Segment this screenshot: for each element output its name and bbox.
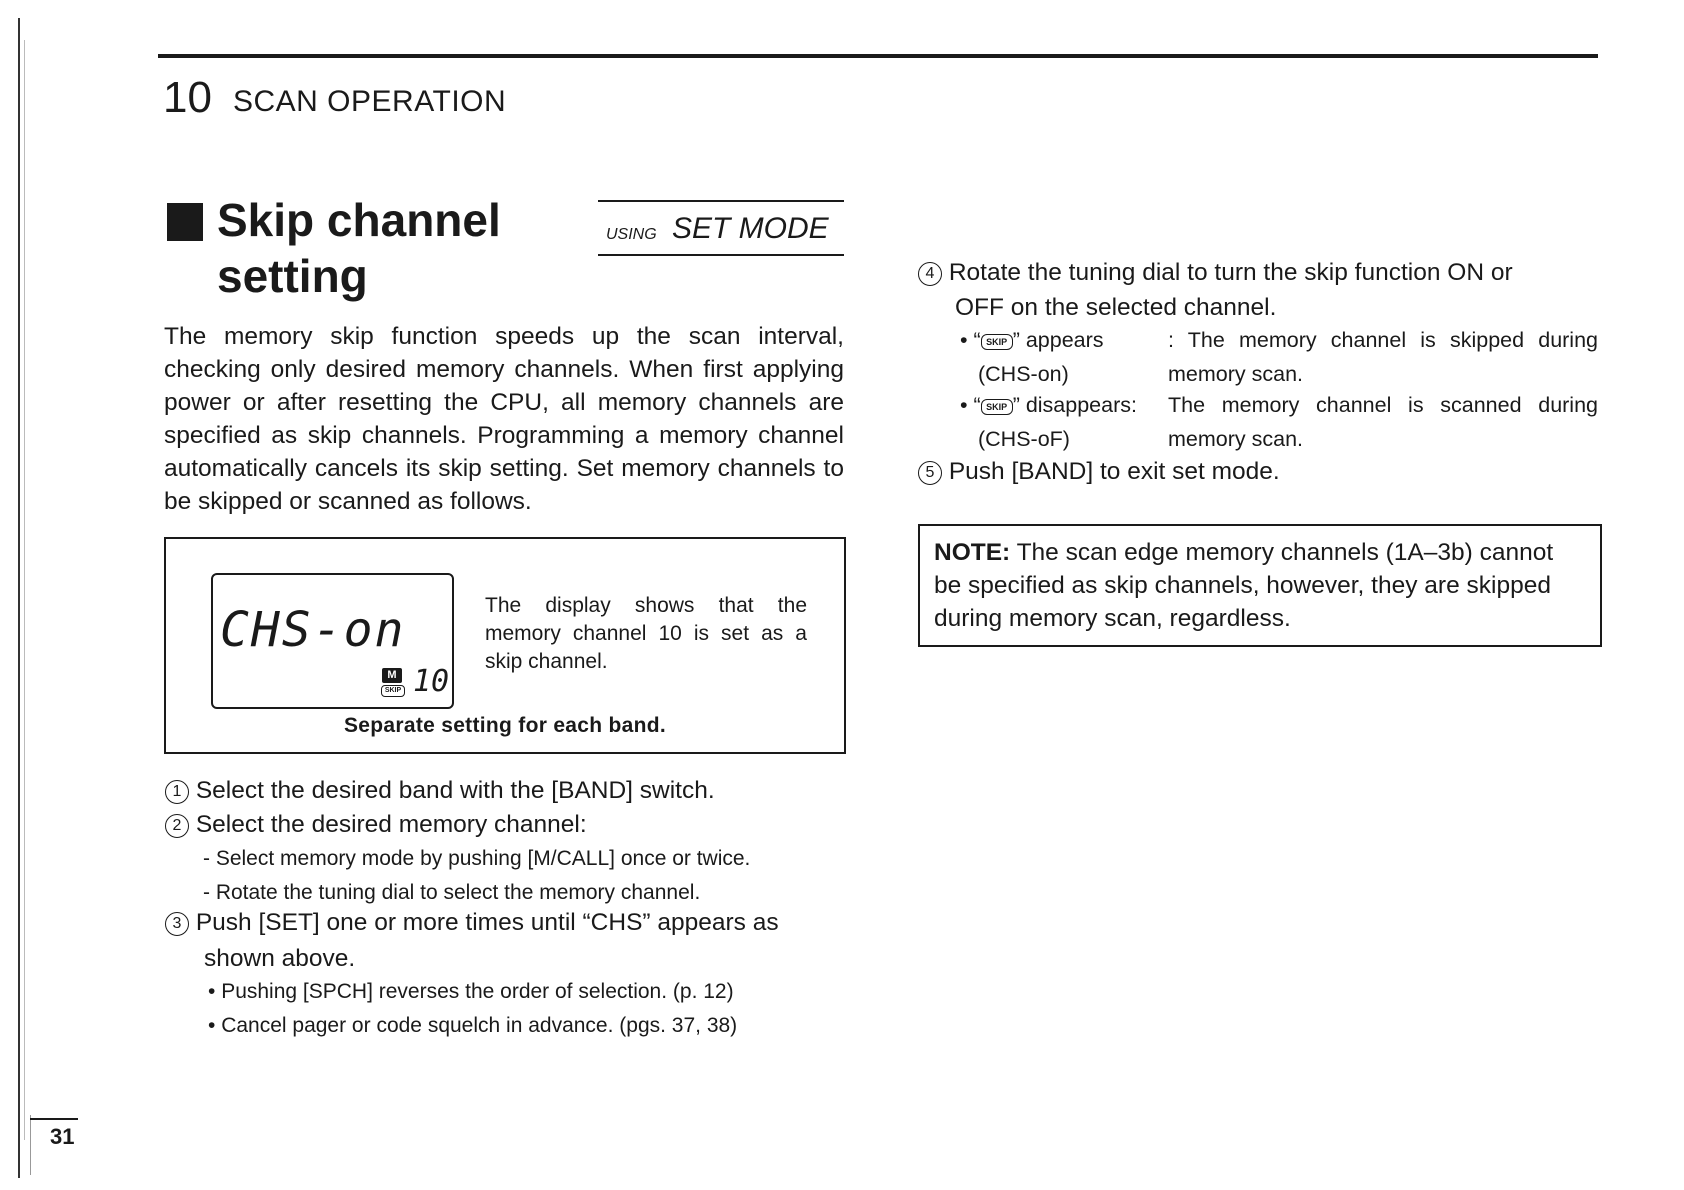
step-4 xyxy=(918,256,1598,289)
step-4-bullet-1-desc-2: memory scan. xyxy=(1168,362,1304,386)
step-number-icon: 4 xyxy=(918,262,942,286)
section-title: SCAN OPERATION xyxy=(233,85,507,118)
binding-line xyxy=(30,1115,31,1175)
lcd-channel-number: 10 xyxy=(413,664,450,699)
step-text: Select the desired band with the [BAND] switch. xyxy=(195,777,715,804)
step-text: Rotate the tuning dial to turn the skip function ON or xyxy=(948,259,1513,286)
step-number-icon: 5 xyxy=(918,461,942,485)
section-number: 10 xyxy=(163,73,212,122)
step-4-bullet-1-desc: : The memory channel is skipped during xyxy=(1168,328,1598,352)
step-4-bullet-2-desc: The memory channel is scanned during xyxy=(1168,393,1598,417)
mode-using-label: USING xyxy=(606,226,657,243)
step-text: Push [SET] one or more times until “CHS” appears as xyxy=(195,909,779,936)
bullet-text: Cancel pager or code squelch in advance. (pgs. 37, 38) xyxy=(221,1014,738,1037)
page-number: 31 xyxy=(50,1124,75,1149)
step-number-icon: 2 xyxy=(165,814,189,838)
lcd-text: CHS-on xyxy=(220,602,406,658)
skip-icon: SKIP xyxy=(981,399,1013,415)
step-3-continued: shown above. xyxy=(204,945,356,972)
note-box xyxy=(918,524,1602,647)
bullet-text: Pushing [SPCH] reverses the order of selection. (p. 12) xyxy=(221,980,734,1003)
step-number-icon: 1 xyxy=(165,780,189,804)
step-2-sub-1: - Select memory mode by pushing [M/CALL] once or twice. xyxy=(203,847,751,870)
step-text: Push [BAND] to exit set mode. xyxy=(948,458,1280,485)
step-2 xyxy=(165,808,587,841)
intro-paragraph: The memory skip function speeds up the scan interval, checking only desired memory channels. When first applying power or after resetting the CPU, all memory channels are specified as skip channels. Programming a memory channel automatically cancels its skip setting. Set memory channels to be skipped or scanned as follows. xyxy=(164,323,844,515)
header-rule xyxy=(158,54,1598,58)
skip-indicator-icon: SKIP xyxy=(381,685,405,697)
step-3-bullet-2: • Cancel pager or code squelch in advance. (pgs. 37, 38) xyxy=(208,1014,738,1037)
step-4-continued: OFF on the selected channel. xyxy=(955,294,1277,321)
note-text: The scan edge memory channels (1A–3b) cannot be specified as skip channels, however, they are skipped during memory scan, regardless. xyxy=(934,539,1554,632)
step-4-bullet-2: • “ SKIP ” disappears: xyxy=(960,393,1137,417)
step-3 xyxy=(165,906,845,939)
memory-indicator-icon: M xyxy=(382,668,402,683)
binding-line xyxy=(24,40,25,1140)
step-text: Select the desired memory channel: xyxy=(195,811,587,838)
skip-icon: SKIP xyxy=(981,334,1013,350)
note-label: NOTE: xyxy=(934,539,1011,566)
step-number-icon: 3 xyxy=(165,912,189,936)
step-4-bullet-2-desc-2: memory scan. xyxy=(1168,427,1304,451)
heading-square-icon xyxy=(167,203,203,241)
mode-badge xyxy=(598,200,844,256)
page-heading: Skip channel setting xyxy=(217,194,501,302)
figure-note: Separate setting for each band. xyxy=(343,714,667,737)
step-4-bullet-1: • “ SKIP ” appears xyxy=(960,328,1104,352)
step-5 xyxy=(918,455,1280,488)
step-4-bullet-2-code: (CHS-oF) xyxy=(978,427,1070,451)
step-2-sub-2: - Rotate the tuning dial to select the memory channel. xyxy=(203,881,701,904)
step-4-bullet-1-code: (CHS-on) xyxy=(978,362,1069,386)
footer-rule xyxy=(30,1118,78,1120)
figure-caption: The display shows that the memory channel 10 is set as a skip channel. xyxy=(485,594,807,673)
step-3-bullet-1: • Pushing [SPCH] reverses the order of selection. (p. 12) xyxy=(208,980,734,1003)
binding-line xyxy=(18,18,20,1178)
mode-label: SET MODE xyxy=(672,212,829,245)
step-1 xyxy=(165,774,715,807)
